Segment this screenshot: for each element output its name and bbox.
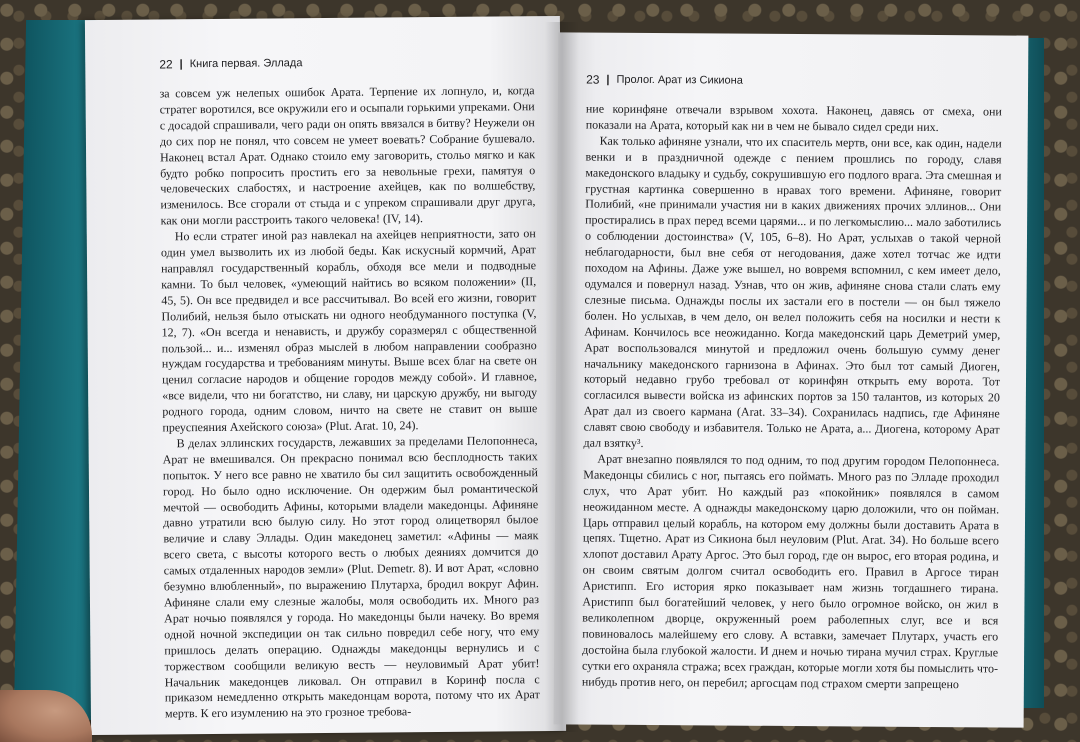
left-paragraph: за совсем уж нелепых ошибок Арата. Терпение их лопнуло, и, когда стратег воротился, все окружили его и осыпали горькими упреками. Они с досадой спрашивали, чего ради он опять ввязался в битву? Неужели он до сих пор не понял, что совсем не умеет воевать? Собрание бушевало. Наконец встал Арат. Однако стоило ему заговорить, стольо мягко и как будто робко попросить простить его за невольные грехи, памятуя о человеческих слабостях, и настроение ахейцев, как по волшебству, изменилось. Все сгорали от стыда и с упреком спрашивали друг друга, как они могли расстроить такого человека! (IV, 14).: [159, 83, 536, 228]
left-head-separator: |: [179, 58, 183, 71]
right-running-head: [586, 73, 1002, 90]
right-running-head-title: Пролог. Арат из Сикиона: [616, 73, 743, 87]
right-page-number: 23: [586, 72, 600, 87]
right-paragraph: Арат внезапно появлялся то под одним, то под другим городом Пелопоннеса. Македонцы сбились с ног, пытаясь его поймать. Много раз по Элладе проходил слух, что Арат убит. Но каждый раз «покойник» появлялся в самом неожиданном месте. А однажды македонскому царю доложили, что он пойман. Царь отправил целый корабль, на котором ему должны были доставить Арата в цепях. Тщетно. Арат из Сикиона был неуловим (Plut. Arat. 34). Но больше всего хлопот доставил Арату Аргос. Это был город, где он вырос, его вторая родина, и он своим святым долгом считал освободить его. Правил в Аргосе тиран Аристипп. Его история ярко показывает нам жизнь тогдашнего тирана. Аристипп был богатейший человек, у него было огромное войско, он жил в великолепном дворце, окруженный роем раболепных слуг, все и вся повиновалось малейшему его слову. А вставки, замечает Плутарх, участь его достойна была глубокой жалости. И днем и ночью тирана мучил страх. Круглые сутки его охраняла стража; всех граждан, которые могли хотя бы помыслить что-нибудь против него, он перебил; аргосцам под страхом смерти запрещено: [581, 451, 1000, 691]
left-paragraph: Но если стратег иной раз навлекал на ахейцев неприятности, зато он один умел вызволить их из любой беды. Как искусный кормчий, Арат направлял государственный корабль, обходя все мели и подводные камни. То был человек, «умеющий найтись во всяком положении» (II, 45, 5). Он все предвидел и все рассчитывал. Во всей его жизни, говорит Полибий, нельзя было отыскать ни одного необдуманного поступка (V, 12, 7). «Он всегда и ненависть, и дружбу соразмерял с общественной пользой... и... изменял образ мыслей в любом направлении сообразно нуждам государства и требованиям минуты. Выше всех благ на свете он ценил согласие народов и общение городов между собой». И главное, «все видели, что ни богатство, ни славу, ни царскую дружбу, ни выгоду родного города, одним словом, ничто на свете не ставит он выше преуспеяния Ахейского союза» (Plut. Arat. 10, 24).: [160, 226, 538, 435]
left-paragraph: В делах эллинских государств, лежавших за пределами Пелопоннеса, Арат не вмешивался. Он прекрасно понимал всю бесплодность таких попыток. У него все равно не хватило бы сил защитить освобожденный город. Но было одно исключение. Он одержим был романтической мечтой — освободить Афины, которыми владели македонцы. Афиняне давно утратили всю былую силу. Но этот город олицетворял былое величие и славу Эллады. Один македонец заметил: «Афины — маяк всего света, с высоты которого весть о любых деяниях домчится до самых отдаленных народов земли» (Plut. Demetr. 8). И вот Арат, «словно безумно влюбленный», по выражению Плутарха, бродил вокруг Афин. Афиняне слали ему слезные жалобы, моля освободить их. Много раз Арат ночью появлялся у города. Но македонцы были начеку. Во время одной ночной экспедиции он так сильно повредил себе ногу, что ему пришлось делать операцию. Однажды македонцы вернулись и с торжеством сообщили великую весть — неуловимый Арат убит! Начальник македонцев ликовал. Он отправил в Коринф посла с приказом немедленно открыть македонцам ворота, потому что их Арат мертв. К его изумлению на это грозное требова-: [162, 433, 540, 721]
book-gutter-shadow: [545, 22, 579, 732]
left-running-head-title: Книга первая. Эллада: [189, 57, 303, 71]
left-page: [85, 16, 566, 735]
right-paragraph: Как только афиняне узнали, что их спаситель мертв, они все, как один, надели венки и в праздничной одежде с пением прошлись по городу, славя македонского владыку и судьбу, сокрушившую его подлого врага. Эта смешная и грустная картинка совершенно в нравах того времени. Афиняне, говорит Полибий, «не принимали участия ни в каких движениях прочих эллинов... Они простирались в прах перед всеми царями... и по легкомыслию... мало заботились о соблюдении достоинства» (V, 105, 6–8). Но Арат, услыхав о такой черной неблагодарности, был вне себя от негодования, даже хотел тотчас же идти походом на Афины. Даже уже вышел, но вовремя вспомнил, с кем имеет дело, одумался и повернул назад. Узнав, что он жив, афиняне снова стали слать ему слезные письма. Однажды послы их застали его в постели — он был тяжело болен. Но услыхав, в чем дело, он велел положить себя на носилки и нести к Афинам. Кончилось все неожиданно. Когда македонский царь Деметрий умер, Арат воспользовался минутой и предложил очень большую сумму денег начальнику македонского гарнизона в Афинах. Это был тот самый Диоген, который недавно грубо требовал от коринфян открыть ему ворота. Тот согласился вывести войска из афинских портов за 150 талантов, из которых 20 Арат дал из своего кармана (Arat. 33–34). Сохранилась надпись, где Афиняне славят свою свободу и избавителя. Только не Арата, а... Диогена, которому Арат дал взятку³.: [583, 133, 1002, 451]
right-head-separator: |: [606, 73, 610, 86]
left-running-head: [159, 54, 534, 71]
right-paragraph: ние коринфяне отвечали взрывом хохота. Наконец, давясь от смеха, они показали на Арата, который как ни в чем не бывало сидел среди них.: [585, 101, 1002, 134]
right-page: [554, 32, 1029, 727]
left-page-number: 22: [159, 57, 173, 72]
